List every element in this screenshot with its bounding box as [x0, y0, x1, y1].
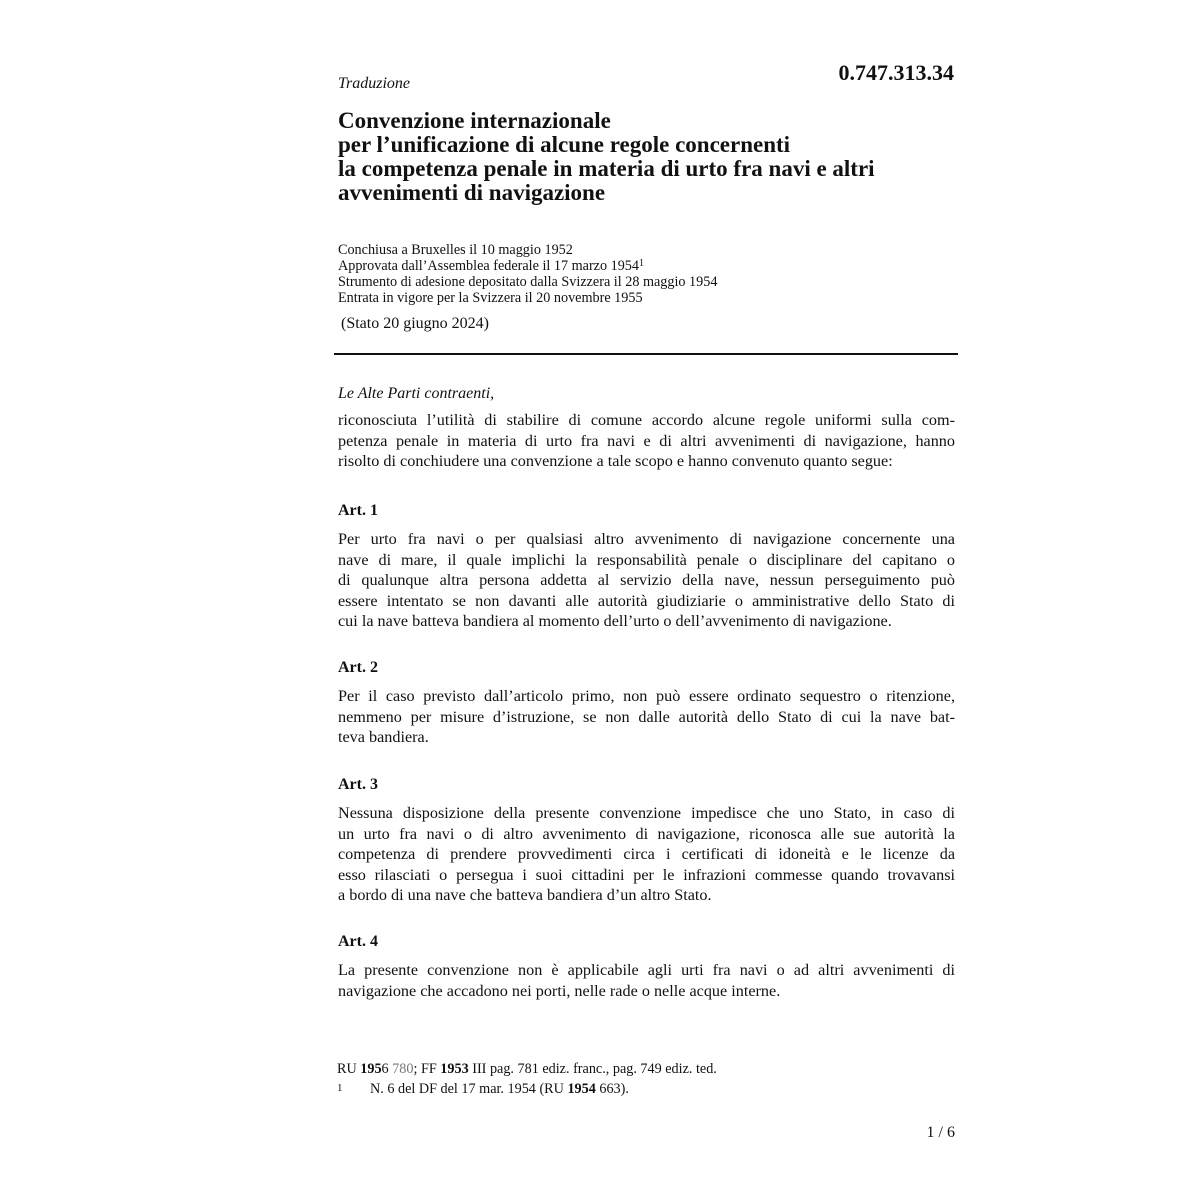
title-line: la competenza penale in materia di urto fra navi e altri — [338, 156, 875, 181]
entry-into-force-line: Entrata in vigore per la Svizzera il 20 novembre 1955 — [338, 289, 643, 306]
paragraph-line: petenza penale in materia di urto fra navi e di altri avvenimenti di navigazione, hanno — [338, 431, 955, 450]
document-metadata — [338, 243, 717, 306]
paragraph-line: esso rilasciati o persegua i suoi cittadini per le infrazioni commesse quando trovavansi — [338, 865, 955, 884]
footnote-text: N. 6 del DF del 17 mar. 1954 (RU — [370, 1081, 564, 1097]
ru-year-suffix: 6 — [381, 1061, 389, 1077]
article-3-text — [338, 803, 955, 906]
article-2-title: Art. 2 — [338, 659, 378, 676]
title-line: Convenzione internazionale — [338, 108, 611, 133]
ratification-line: Strumento di adesione depositato dalla Svizzera il 28 maggio 1954 — [338, 274, 718, 291]
article-4-text — [338, 960, 955, 1001]
ru-year: 195 — [360, 1061, 382, 1077]
paragraph-line: a bordo di una nave che batteva bandiera d’un altro Stato. — [338, 886, 712, 904]
paragraph-line: nemmeno per misure d’istruzione, se non dalle autorità dello Stato di cui la nave bat- — [338, 707, 955, 726]
paragraph-line: navigazione che accadono nei porti, nelle rade o nelle acque interne. — [338, 981, 781, 1000]
header-divider — [334, 353, 958, 355]
footnotes — [337, 1059, 717, 1099]
paragraph-line: La presente convenzione non è applicabile agli urti fra navi o ad altri avvenimenti di — [338, 961, 955, 979]
paragraph-line: Nessuna disposizione della presente convenzione impedisce che uno Stato, in caso di — [338, 804, 955, 822]
article-2-text — [338, 686, 955, 748]
paragraph-line: di qualunque altra persona addetta al servizio della nave, nessun perseguimento può — [338, 571, 955, 589]
ff-label: ; FF — [413, 1061, 437, 1077]
paragraph-line: cui la nave batteva bandiera al momento dell’urto o dell’avvenimento di navigazione. — [338, 612, 892, 630]
preamble-heading: Le Alte Parti contraenti, — [338, 385, 495, 402]
footnote-ref-1[interactable]: 1 — [638, 257, 644, 269]
ru-page-link[interactable]: 780 — [392, 1061, 414, 1077]
footnote-number: 1 — [337, 1082, 343, 1094]
status-date: (Stato 20 giugno 2024) — [341, 315, 489, 332]
article-3-title: Art. 3 — [338, 776, 378, 793]
paragraph-line: nave di mare, il quale implichi la responsabilità penale o disciplinare del capitano o — [338, 550, 955, 569]
paragraph-line: un urto fra navi o di altro avvenimento di navigazione, riconosca alle sue autorità la — [338, 824, 955, 843]
paragraph-line: competenza di prendere provvedimenti circa i certificati di idoneità e le licenze da — [338, 845, 955, 863]
paragraph-line: riconosciuta l’utilità di stabilire di comune accordo alcune regole uniformi sulla com- — [338, 411, 955, 429]
footnote-text-end: 663). — [599, 1081, 629, 1097]
ff-year: 1953 — [440, 1061, 469, 1077]
paragraph-line: essere intentato se non davanti alle autorità giudiziarie o amministrative dello Stato di — [338, 591, 955, 610]
approved-line — [338, 259, 717, 276]
title-line: avvenimenti di navigazione — [338, 180, 606, 205]
document-title — [338, 109, 978, 205]
approved-text: Approvata dall’Assemblea federale il 17 marzo 1954 — [338, 257, 639, 274]
paragraph-line: risolto di conchiudere una convenzione a tale scopo e hanno convenuto quanto segue: — [338, 452, 893, 470]
preamble-paragraph — [338, 410, 955, 472]
title-line: per l’unificazione di alcune regole concernenti — [338, 132, 791, 157]
paragraph-line: Per urto fra navi o per qualsiasi altro avvenimento di navigazione concernente una — [338, 530, 955, 548]
ff-rest: III pag. 781 ediz. franc., pag. 749 ediz. ted. — [472, 1061, 717, 1077]
article-1-text — [338, 529, 955, 632]
page-number: 1 / 6 — [926, 1124, 955, 1141]
article-1-title: Art. 1 — [338, 502, 378, 519]
paragraph-line: Per il caso previsto dall’articolo primo, non può essere ordinato sequestro o ritenzione, — [338, 687, 955, 705]
sr-number: 0.747.313.34 — [838, 60, 954, 85]
paragraph-line: teva bandiera. — [338, 728, 429, 746]
ru-label: RU — [337, 1061, 357, 1077]
source-footnote — [337, 1059, 717, 1079]
footnote-1 — [337, 1079, 717, 1099]
concluded-line: Conchiusa a Bruxelles il 10 maggio 1952 — [338, 242, 573, 258]
translation-label: Traduzione — [338, 75, 411, 92]
article-4-title: Art. 4 — [338, 933, 378, 950]
footnote-ru-year: 1954 — [567, 1081, 596, 1097]
